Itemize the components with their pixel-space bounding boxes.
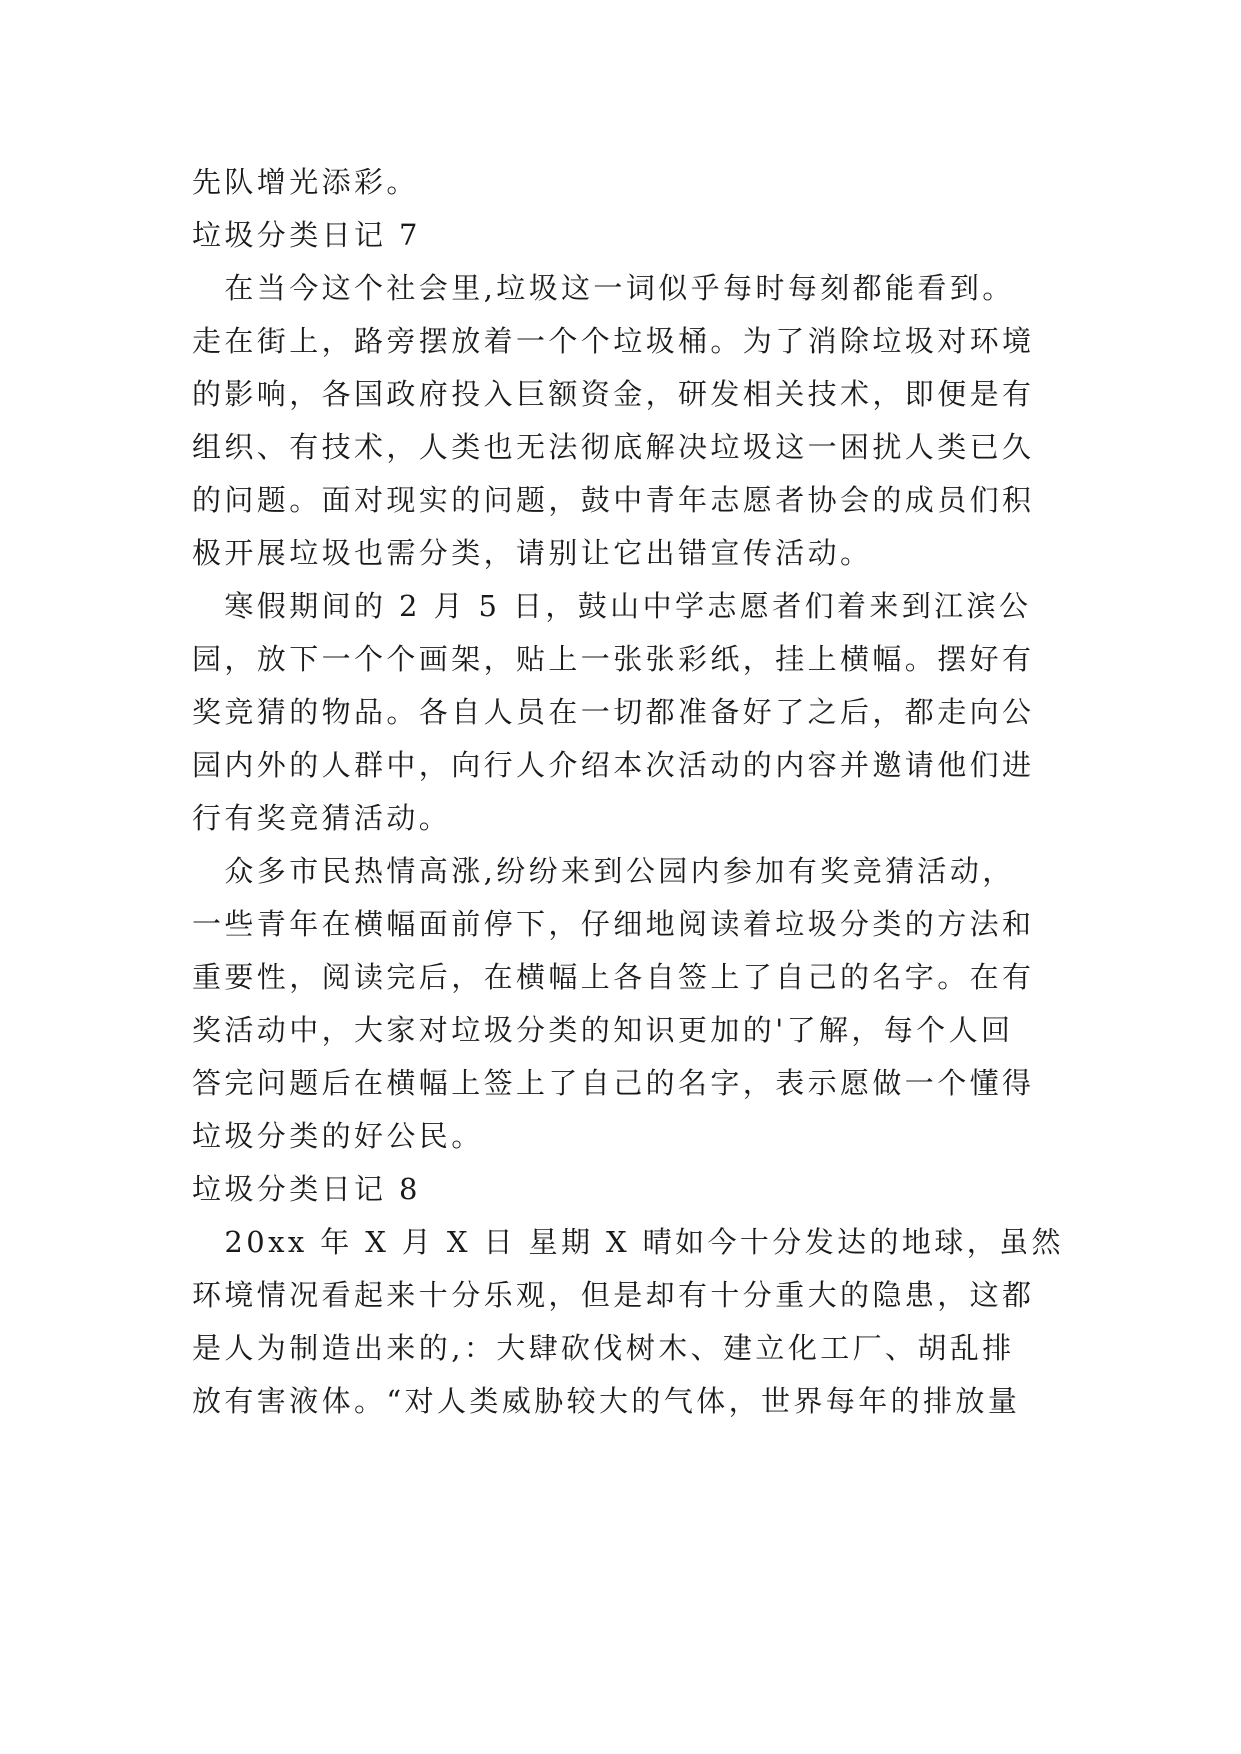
text-line: 答完问题后在横幅上签上了自己的名字，表示愿做一个懂得 <box>192 1066 1035 1100</box>
text-line: 园，放下一个个画架，贴上一张张彩纸，挂上横幅。摆好有 <box>192 642 1035 676</box>
text-line: 在当今这个社会里,垃圾这一词似乎每时每刻都能看到。 <box>192 271 1015 305</box>
text-line: 行有奖竞猜活动。 <box>192 801 452 835</box>
text-line: 先队增光添彩。 <box>192 165 419 199</box>
text-line: 组织、有技术，人类也无法彻底解决垃圾这一困扰人类已久 <box>192 430 1035 464</box>
text-line: 放有害液体。“对人类威胁较大的气体，世界每年的排放量 <box>192 1384 1021 1418</box>
text-line: 环境情况看起来十分乐观，但是却有十分重大的隐患，这都 <box>192 1278 1035 1312</box>
text-line: 是人为制造出来的,：大肆砍伐树木、建立化工厂、胡乱排 <box>192 1331 1015 1365</box>
section-heading: 垃圾分类日记 8 <box>192 1172 421 1206</box>
text-line: 的影响，各国政府投入巨额资金，研发相关技术，即便是有 <box>192 377 1035 411</box>
text-line: 的问题。面对现实的问题，鼓中青年志愿者协会的成员们积 <box>192 483 1035 517</box>
text-line: 20xx 年 X 月 X 日 星期 X 晴如今十分发达的地球，虽然 <box>192 1225 1064 1259</box>
text-line: 一些青年在横幅面前停下，仔细地阅读着垃圾分类的方法和 <box>192 907 1035 941</box>
text-line: 寒假期间的 2 月 5 日，鼓山中学志愿者们着来到江滨公 <box>192 589 1032 623</box>
text-line: 奖活动中，大家对垃圾分类的知识更加的'了解，每个人回 <box>192 1013 1014 1047</box>
text-line: 垃圾分类的好公民。 <box>192 1119 484 1153</box>
text-line: 众多市民热情高涨,纷纷来到公园内参加有奖竞猜活动， <box>192 854 1015 888</box>
text-line: 重要性，阅读完后，在横幅上各自签上了自己的名字。在有 <box>192 960 1035 994</box>
text-line: 走在街上，路旁摆放着一个个垃圾桶。为了消除垃圾对环境 <box>192 324 1035 358</box>
text-line: 奖竞猜的物品。各自人员在一切都准备好了之后，都走向公 <box>192 695 1035 729</box>
text-line: 园内外的人群中，向行人介绍本次活动的内容并邀请他们进 <box>192 748 1035 782</box>
text-line: 极开展垃圾也需分类，请别让它出错宣传活动。 <box>192 536 873 570</box>
section-heading: 垃圾分类日记 7 <box>192 218 421 252</box>
